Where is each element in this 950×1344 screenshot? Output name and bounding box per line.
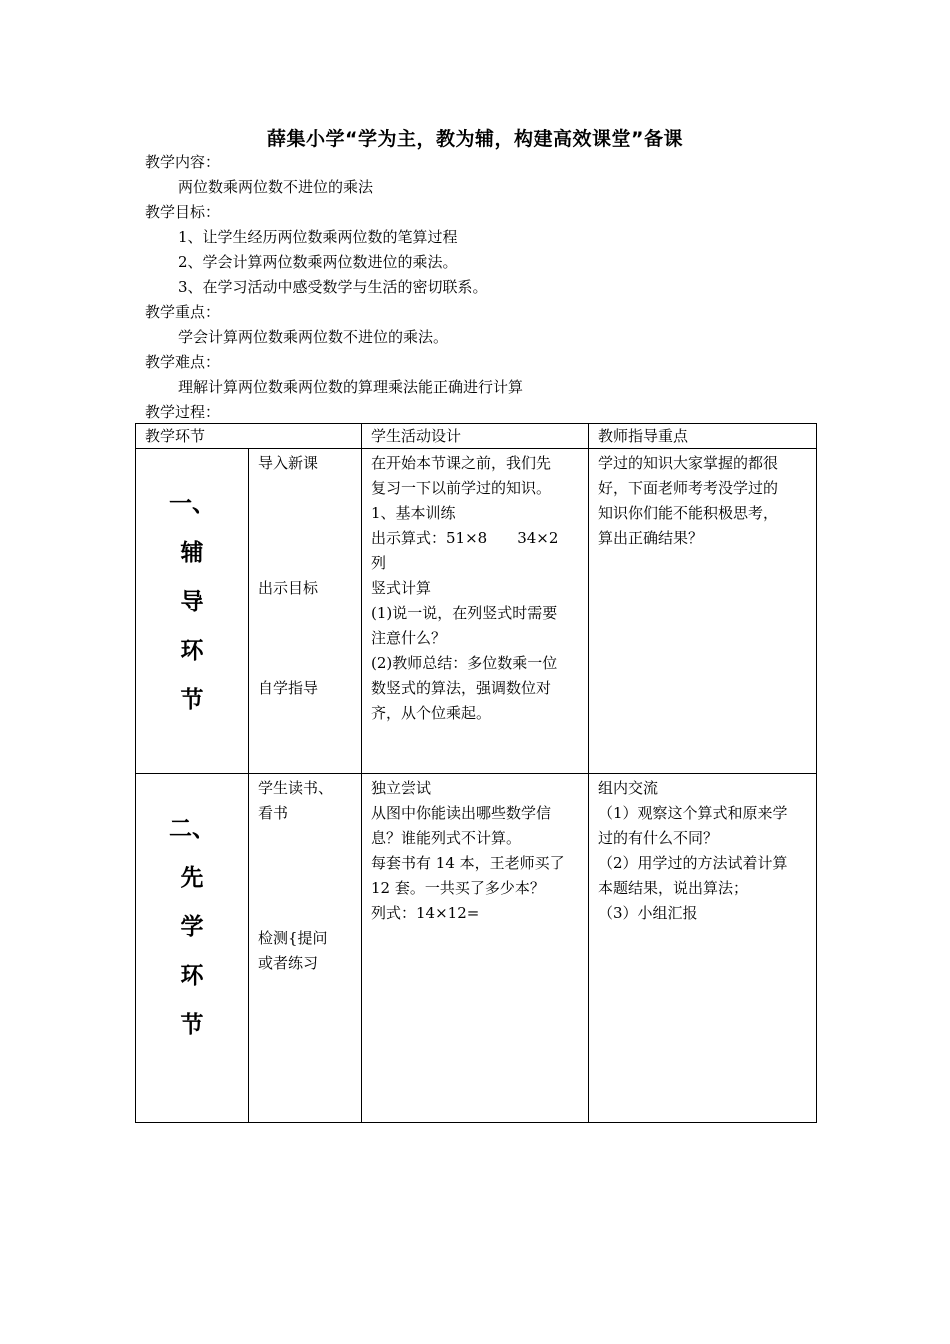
text-line: 竖式计算 <box>371 579 432 597</box>
stage-char: 环 <box>180 963 204 989</box>
student-activity-cell <box>362 774 589 1123</box>
text-line: 注意什么？ <box>371 629 447 647</box>
difficulty-text: 理解计算两位数乘两位数的算理乘法能正确进行计算 <box>178 378 524 396</box>
key-label: 教学重点： <box>145 303 221 321</box>
text-line: 本题结果，说出算法； <box>598 879 749 897</box>
stage-char: 节 <box>180 687 204 713</box>
text-line: 每套书有 14 本，王老师买了 <box>371 854 565 872</box>
table-header-row <box>136 424 817 449</box>
step-label: 出示目标 <box>258 579 319 597</box>
stage-char: 一、 <box>169 491 215 517</box>
text-line: 知识你们能不能积极思考， <box>598 504 779 522</box>
text-line: 数竖式的算法，强调数位对 <box>371 679 552 697</box>
table-row <box>136 449 817 774</box>
stage-char: 导 <box>180 589 204 615</box>
text-line: 复习一下以前学过的知识。 <box>371 479 552 497</box>
text-line: 学过的知识大家掌握的都很 <box>598 454 779 472</box>
text-line: 算出正确结果？ <box>598 529 704 547</box>
steps-cell <box>249 774 362 1123</box>
text-line: 组内交流 <box>598 779 659 797</box>
content-text: 两位数乘两位数不进位的乘法 <box>178 178 374 196</box>
step-label: 导入新课 <box>258 454 319 472</box>
key-text: 学会计算两位数乘两位数不进位的乘法。 <box>178 328 449 346</box>
step-label: 或者练习 <box>258 954 319 972</box>
stage-char: 环 <box>180 638 204 664</box>
text-line: （3）小组汇报 <box>598 904 698 922</box>
document-title: 薛集小学“学为主，教为辅，构建高效课堂”备课 <box>267 128 683 150</box>
header-student-label: 学生活动设计 <box>371 427 462 445</box>
text-line: (2)教师总结：多位数乘一位 <box>371 654 558 672</box>
step-label: 检测{提问 <box>258 929 328 947</box>
stage-cell <box>136 774 249 1123</box>
header-stage-label: 教学环节 <box>145 427 206 445</box>
stage-char: 二、 <box>169 816 215 842</box>
stage-char: 先 <box>180 865 204 891</box>
text-line: 列式：14×12= <box>371 904 480 922</box>
goal-item: 3、在学习活动中感受数学与生活的密切联系。 <box>178 278 488 296</box>
header-teacher <box>589 424 817 449</box>
goals-label: 教学目标： <box>145 203 221 221</box>
text-line: 齐，从个位乘起。 <box>371 704 492 722</box>
difficulty-label: 教学难点： <box>145 353 221 371</box>
table-row <box>136 774 817 1123</box>
teacher-guidance-cell <box>589 774 817 1123</box>
text-line: 在开始本节课之前，我们先 <box>371 454 552 472</box>
process-label: 教学过程： <box>145 403 221 421</box>
text-line: 过的有什么不同？ <box>598 829 719 847</box>
step-label: 学生读书、 <box>258 779 334 797</box>
text-line: 好，下面老师考考没学过的 <box>598 479 779 497</box>
text-line: 出示算式：51×8 34×2 列 <box>371 529 574 572</box>
lesson-table <box>135 423 817 1123</box>
text-line: 息？谁能列式不计算。 <box>371 829 522 847</box>
text-line: 独立尝试 <box>371 779 432 797</box>
text-line: 1、基本训练 <box>371 504 456 522</box>
goal-item: 2、学会计算两位数乘两位数进位的乘法。 <box>178 253 458 271</box>
header-stage <box>136 424 362 449</box>
stage-char: 学 <box>180 914 204 940</box>
header-teacher-label: 教师指导重点 <box>598 427 689 445</box>
stage-char: 节 <box>180 1012 204 1038</box>
text-line: (1)说一说，在列竖式时需要 <box>371 604 558 622</box>
header-student <box>362 424 589 449</box>
teacher-guidance-cell <box>589 449 817 774</box>
content-label: 教学内容： <box>145 153 221 171</box>
step-label: 自学指导 <box>258 679 319 697</box>
text-line: （2）用学过的方法试着计算 <box>598 854 788 872</box>
text-line: （1）观察这个算式和原来学 <box>598 804 788 822</box>
steps-cell <box>249 449 362 774</box>
stage-title <box>136 449 248 725</box>
stage-cell <box>136 449 249 774</box>
step-label: 看书 <box>258 804 289 822</box>
text-line: 12 套。一共买了多少本？ <box>371 879 545 897</box>
student-activity-cell <box>362 449 589 774</box>
text-line: 从图中你能读出哪些数学信 <box>371 804 552 822</box>
stage-char: 辅 <box>180 540 204 566</box>
stage-title <box>136 774 248 1050</box>
goal-item: 1、让学生经历两位数乘两位数的笔算过程 <box>178 228 458 246</box>
